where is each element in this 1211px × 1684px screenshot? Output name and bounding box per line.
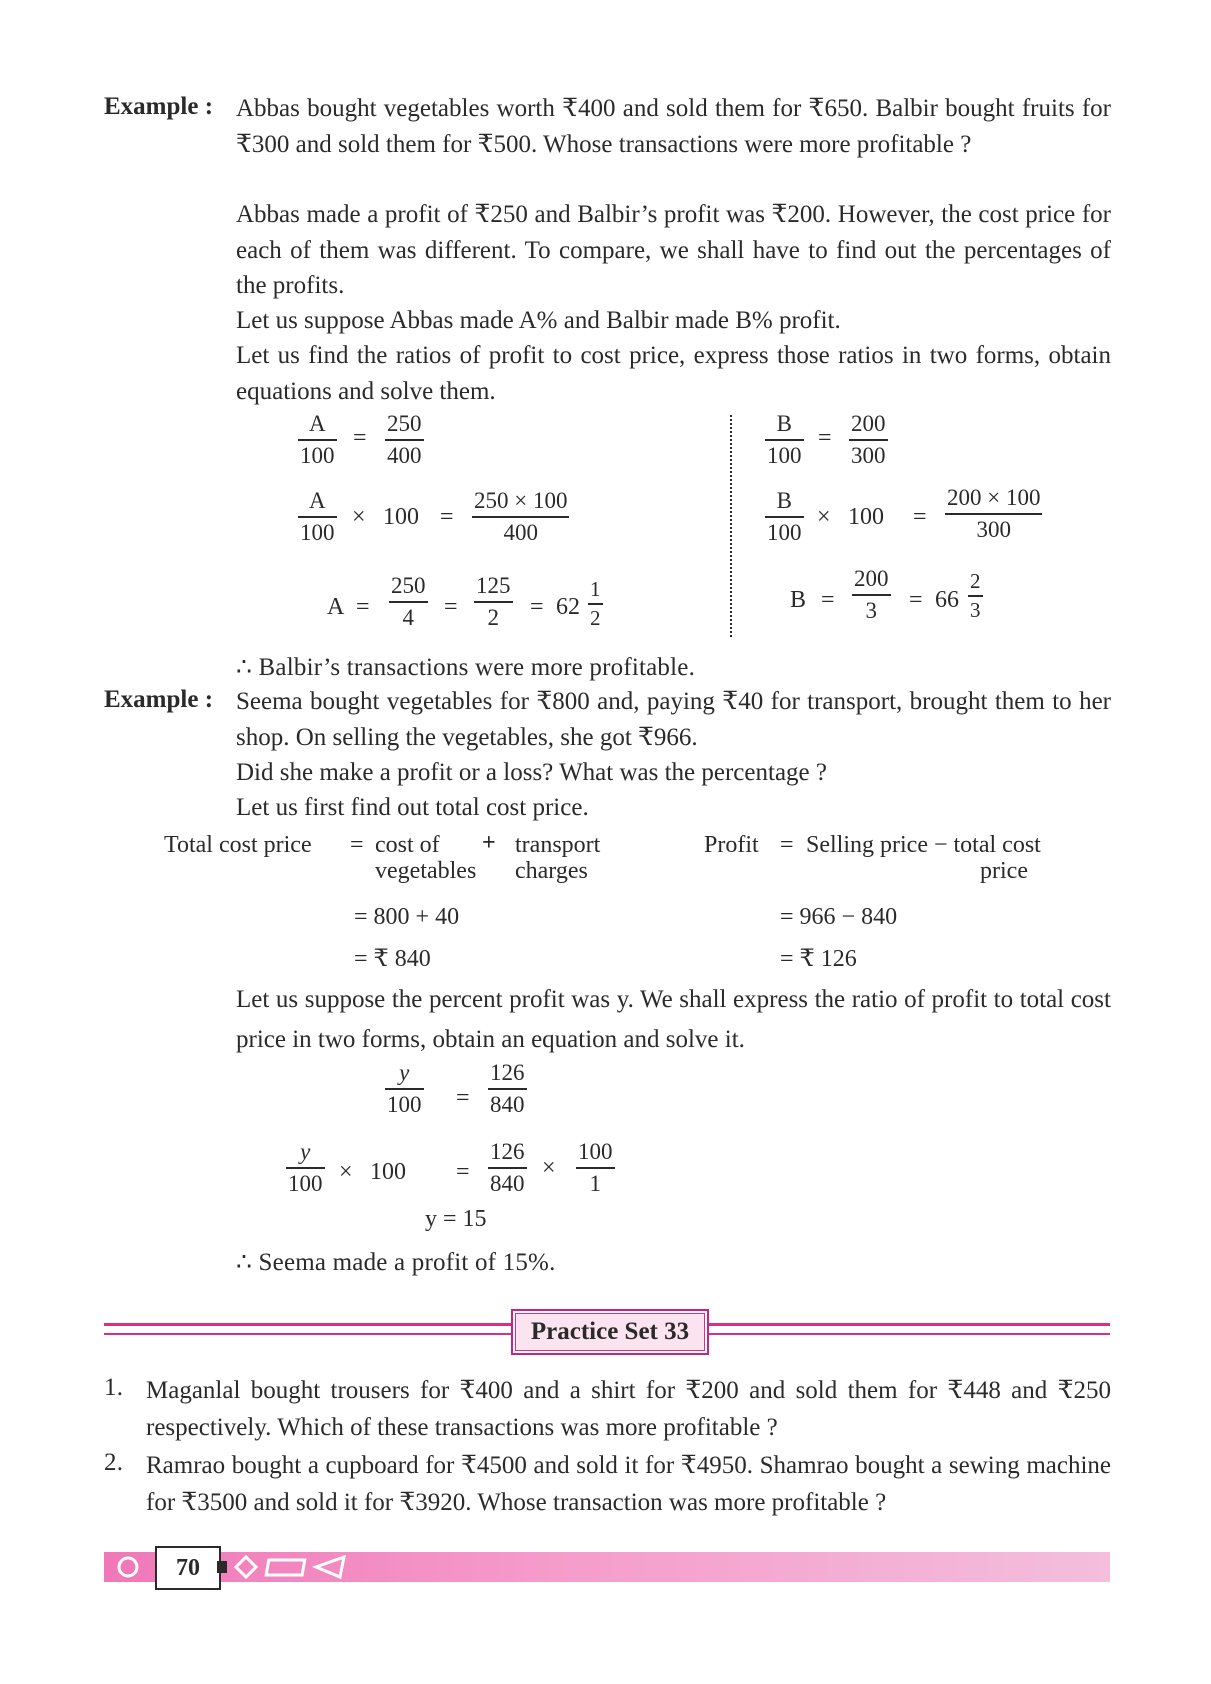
hundred-value: 100: [848, 504, 884, 530]
example2-conclusion: ∴ Seema made a profit of 15%.: [236, 1249, 556, 1276]
example1-assumption: Let us suppose Abbas made A% and Balbir made B% profit.: [236, 307, 841, 334]
fraction-b-over-100: B 100: [767, 411, 802, 468]
column-divider: [730, 415, 732, 637]
times-sign: ×: [542, 1155, 556, 1181]
fraction-1-over-2: 1 2: [590, 577, 601, 630]
equals-sign: =: [780, 832, 794, 858]
equals-sign: =: [909, 587, 923, 613]
times-sign: ×: [352, 504, 366, 530]
example-label: Example :: [104, 93, 214, 120]
equals-sign: =: [356, 594, 370, 620]
plus-sign: +: [482, 830, 496, 856]
y-result: y = 15: [425, 1206, 487, 1232]
variable-b: B: [790, 587, 807, 613]
fraction-2-over-3: 2 3: [970, 569, 981, 622]
fraction-250-over-400: 250 400: [387, 411, 422, 468]
practice-item-number: 2.: [104, 1449, 124, 1476]
times-sign: ×: [817, 504, 831, 530]
fraction-a-over-100: A 100: [300, 411, 335, 468]
mixed-number-whole: 62: [556, 594, 580, 620]
transport-term-line2: charges: [515, 858, 588, 884]
example2-step: Let us first find out total cost price.: [236, 794, 589, 821]
equals-sign: =: [913, 504, 927, 530]
tcp-step1: = 800 + 40: [354, 904, 460, 930]
fraction-y-over-100: y 100: [288, 1139, 323, 1196]
profit-label: Profit: [704, 832, 759, 858]
example1-explanation: Abbas made a profit of ₹250 and Balbir’s profit was ₹200. However, the cost price for each of them was different. To compare, we shall have to find out the percentages of the profits.: [236, 201, 1111, 299]
example1-method: Let us find the ratios of profit to cost price, express those ratios in two forms, obtain equations and solve them.: [236, 342, 1111, 405]
fraction-250x100-over-400: 250 × 100 400: [474, 488, 568, 545]
example2-problem: Seema bought vegetables for ₹800 and, paying ₹40 for transport, brought them to her shop. On selling the vegetables, she got ₹966.: [236, 688, 1111, 751]
fraction-200-over-3: 200 3: [854, 566, 889, 623]
page-box-tab: [217, 1561, 227, 1573]
equals-sign: =: [353, 425, 367, 451]
fraction-b-over-100: B 100: [767, 488, 802, 545]
equals-sign: =: [530, 594, 544, 620]
times-sign: ×: [339, 1159, 353, 1185]
equals-sign: =: [440, 504, 454, 530]
equals-sign: =: [456, 1159, 470, 1185]
tcp-step2: = ₹ 840: [354, 946, 431, 972]
transport-term-line1: transport: [515, 832, 601, 858]
fraction-126-over-840: 126 840: [490, 1060, 525, 1117]
example1-problem: Abbas bought vegetables worth ₹400 and sold them for ₹650. Balbir bought fruits for ₹300 and sold them for ₹500. Whose transactions were more profitable ?: [236, 95, 1111, 158]
practice-item-text: Maganlal bought trousers for ₹400 and a shirt for ₹200 and sold them for ₹448 and ₹250 respectively. Which of these transactions was more profitable ?: [146, 1377, 1111, 1441]
cost-term-line1: cost of: [375, 832, 440, 858]
example1-conclusion: ∴ Balbir’s transactions were more profitable.: [236, 654, 696, 681]
profit-step2: = ₹ 126: [780, 946, 857, 972]
fraction-250-over-4: 250 4: [391, 573, 426, 630]
hundred-value: 100: [383, 504, 419, 530]
shapes-icon: [232, 1553, 352, 1581]
equals-sign: =: [350, 832, 364, 858]
equals-sign: =: [821, 587, 835, 613]
example2-question: Did she make a profit or a loss? What was the percentage ?: [236, 759, 827, 786]
fraction-a-over-100: A 100: [300, 488, 335, 545]
fraction-100-over-1: 100 1: [578, 1139, 613, 1196]
practice-set-title: Practice Set 33: [511, 1309, 709, 1355]
total-cost-label: Total cost price: [164, 832, 312, 858]
circle-icon: [112, 1553, 148, 1581]
fraction-126-over-840: 126 840: [490, 1139, 525, 1196]
page-number: 70: [155, 1546, 221, 1590]
equals-sign: =: [818, 425, 832, 451]
fraction-125-over-2: 125 2: [476, 573, 511, 630]
fraction-200x100-over-300: 200 × 100 300: [947, 485, 1041, 542]
profit-rhs-line1: Selling price − total cost: [806, 832, 1041, 858]
mixed-number-whole: 66: [935, 587, 959, 613]
variable-a: A: [327, 594, 345, 620]
fraction-200-over-300: 200 300: [851, 411, 886, 468]
profit-step1: = 966 − 840: [780, 904, 898, 930]
example-label: Example :: [104, 686, 214, 713]
cost-term-line2: vegetables: [375, 858, 477, 884]
example2-setup: Let us suppose the percent profit was y. We shall express the ratio of profit to total cost price in two forms, obtain an equation and solve it.: [236, 986, 1111, 1053]
profit-rhs-line2: price: [980, 858, 1028, 884]
fraction-y-over-100: y 100: [387, 1060, 422, 1117]
practice-item-text: Ramrao bought a cupboard for ₹4500 and sold it for ₹4950. Shamrao bought a sewing machine for ₹3500 and sold it for ₹3920. Whose transaction was more profitable ?: [146, 1452, 1111, 1516]
hundred-value: 100: [370, 1159, 406, 1185]
equals-sign: =: [456, 1085, 470, 1111]
equals-sign: =: [444, 594, 458, 620]
practice-item-number: 1.: [104, 1374, 124, 1401]
